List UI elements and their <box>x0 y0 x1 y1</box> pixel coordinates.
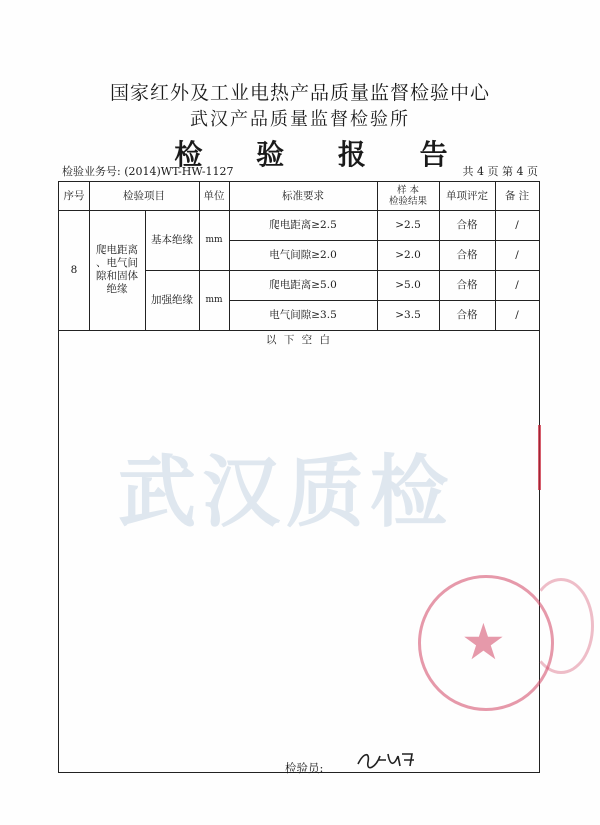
result: >5.0 <box>395 278 421 291</box>
judgement: 合格 <box>456 248 478 261</box>
sub-item: 加强绝缘 <box>151 293 193 306</box>
result: >2.5 <box>395 218 421 231</box>
header-unit: 单位 <box>203 189 225 202</box>
star-icon: ★ <box>461 613 506 671</box>
remark: / <box>515 248 519 261</box>
red-seal-fragment <box>518 425 541 490</box>
institution-name: 国家红外及工业电热产品质量监督检验中心 <box>109 82 490 104</box>
header-item: 检验项目 <box>123 189 165 202</box>
header-judgement: 单项评定 <box>446 189 488 202</box>
remark: / <box>515 218 519 231</box>
item-main: 爬电距离 、电气间 隙和固体 绝缘 <box>96 244 138 295</box>
inspector-signature <box>354 748 424 772</box>
seq-value: 8 <box>70 263 78 276</box>
requirement: 电气间隙≥3.5 <box>269 308 337 321</box>
business-number: 检验业务号: (2014)WT-HW-1127 <box>62 165 234 178</box>
institute-name: 武汉产品质量监督检验所 <box>190 109 410 130</box>
unit-value: mm <box>205 294 223 305</box>
result: >2.0 <box>395 248 421 261</box>
requirement: 爬电距离≥2.5 <box>269 218 337 231</box>
remark: / <box>515 278 519 291</box>
watermark: 武汉质检 <box>118 448 455 538</box>
inspector-label: 检验员: <box>285 761 324 775</box>
judgement: 合格 <box>456 278 478 291</box>
header-result: 样 本 检验结果 <box>388 185 427 207</box>
judgement: 合格 <box>456 308 478 321</box>
seal-fragment <box>528 578 594 674</box>
result: >3.5 <box>395 308 421 321</box>
header-remark: 备 注 <box>504 189 530 202</box>
report-title: 检 验 报 告 <box>174 138 470 171</box>
unit-value: mm <box>205 234 223 245</box>
blank-note: 以 下 空 白 <box>265 333 332 346</box>
header-seq: 序号 <box>63 189 85 202</box>
judgement: 合格 <box>456 218 478 231</box>
requirement: 爬电距离≥5.0 <box>269 278 337 291</box>
requirement: 电气间隙≥2.0 <box>269 248 337 261</box>
sub-item: 基本绝缘 <box>151 233 193 246</box>
remark: / <box>515 308 519 321</box>
page-info: 共 4 页 第 4 页 <box>462 165 538 178</box>
header-requirement: 标准要求 <box>282 189 324 202</box>
